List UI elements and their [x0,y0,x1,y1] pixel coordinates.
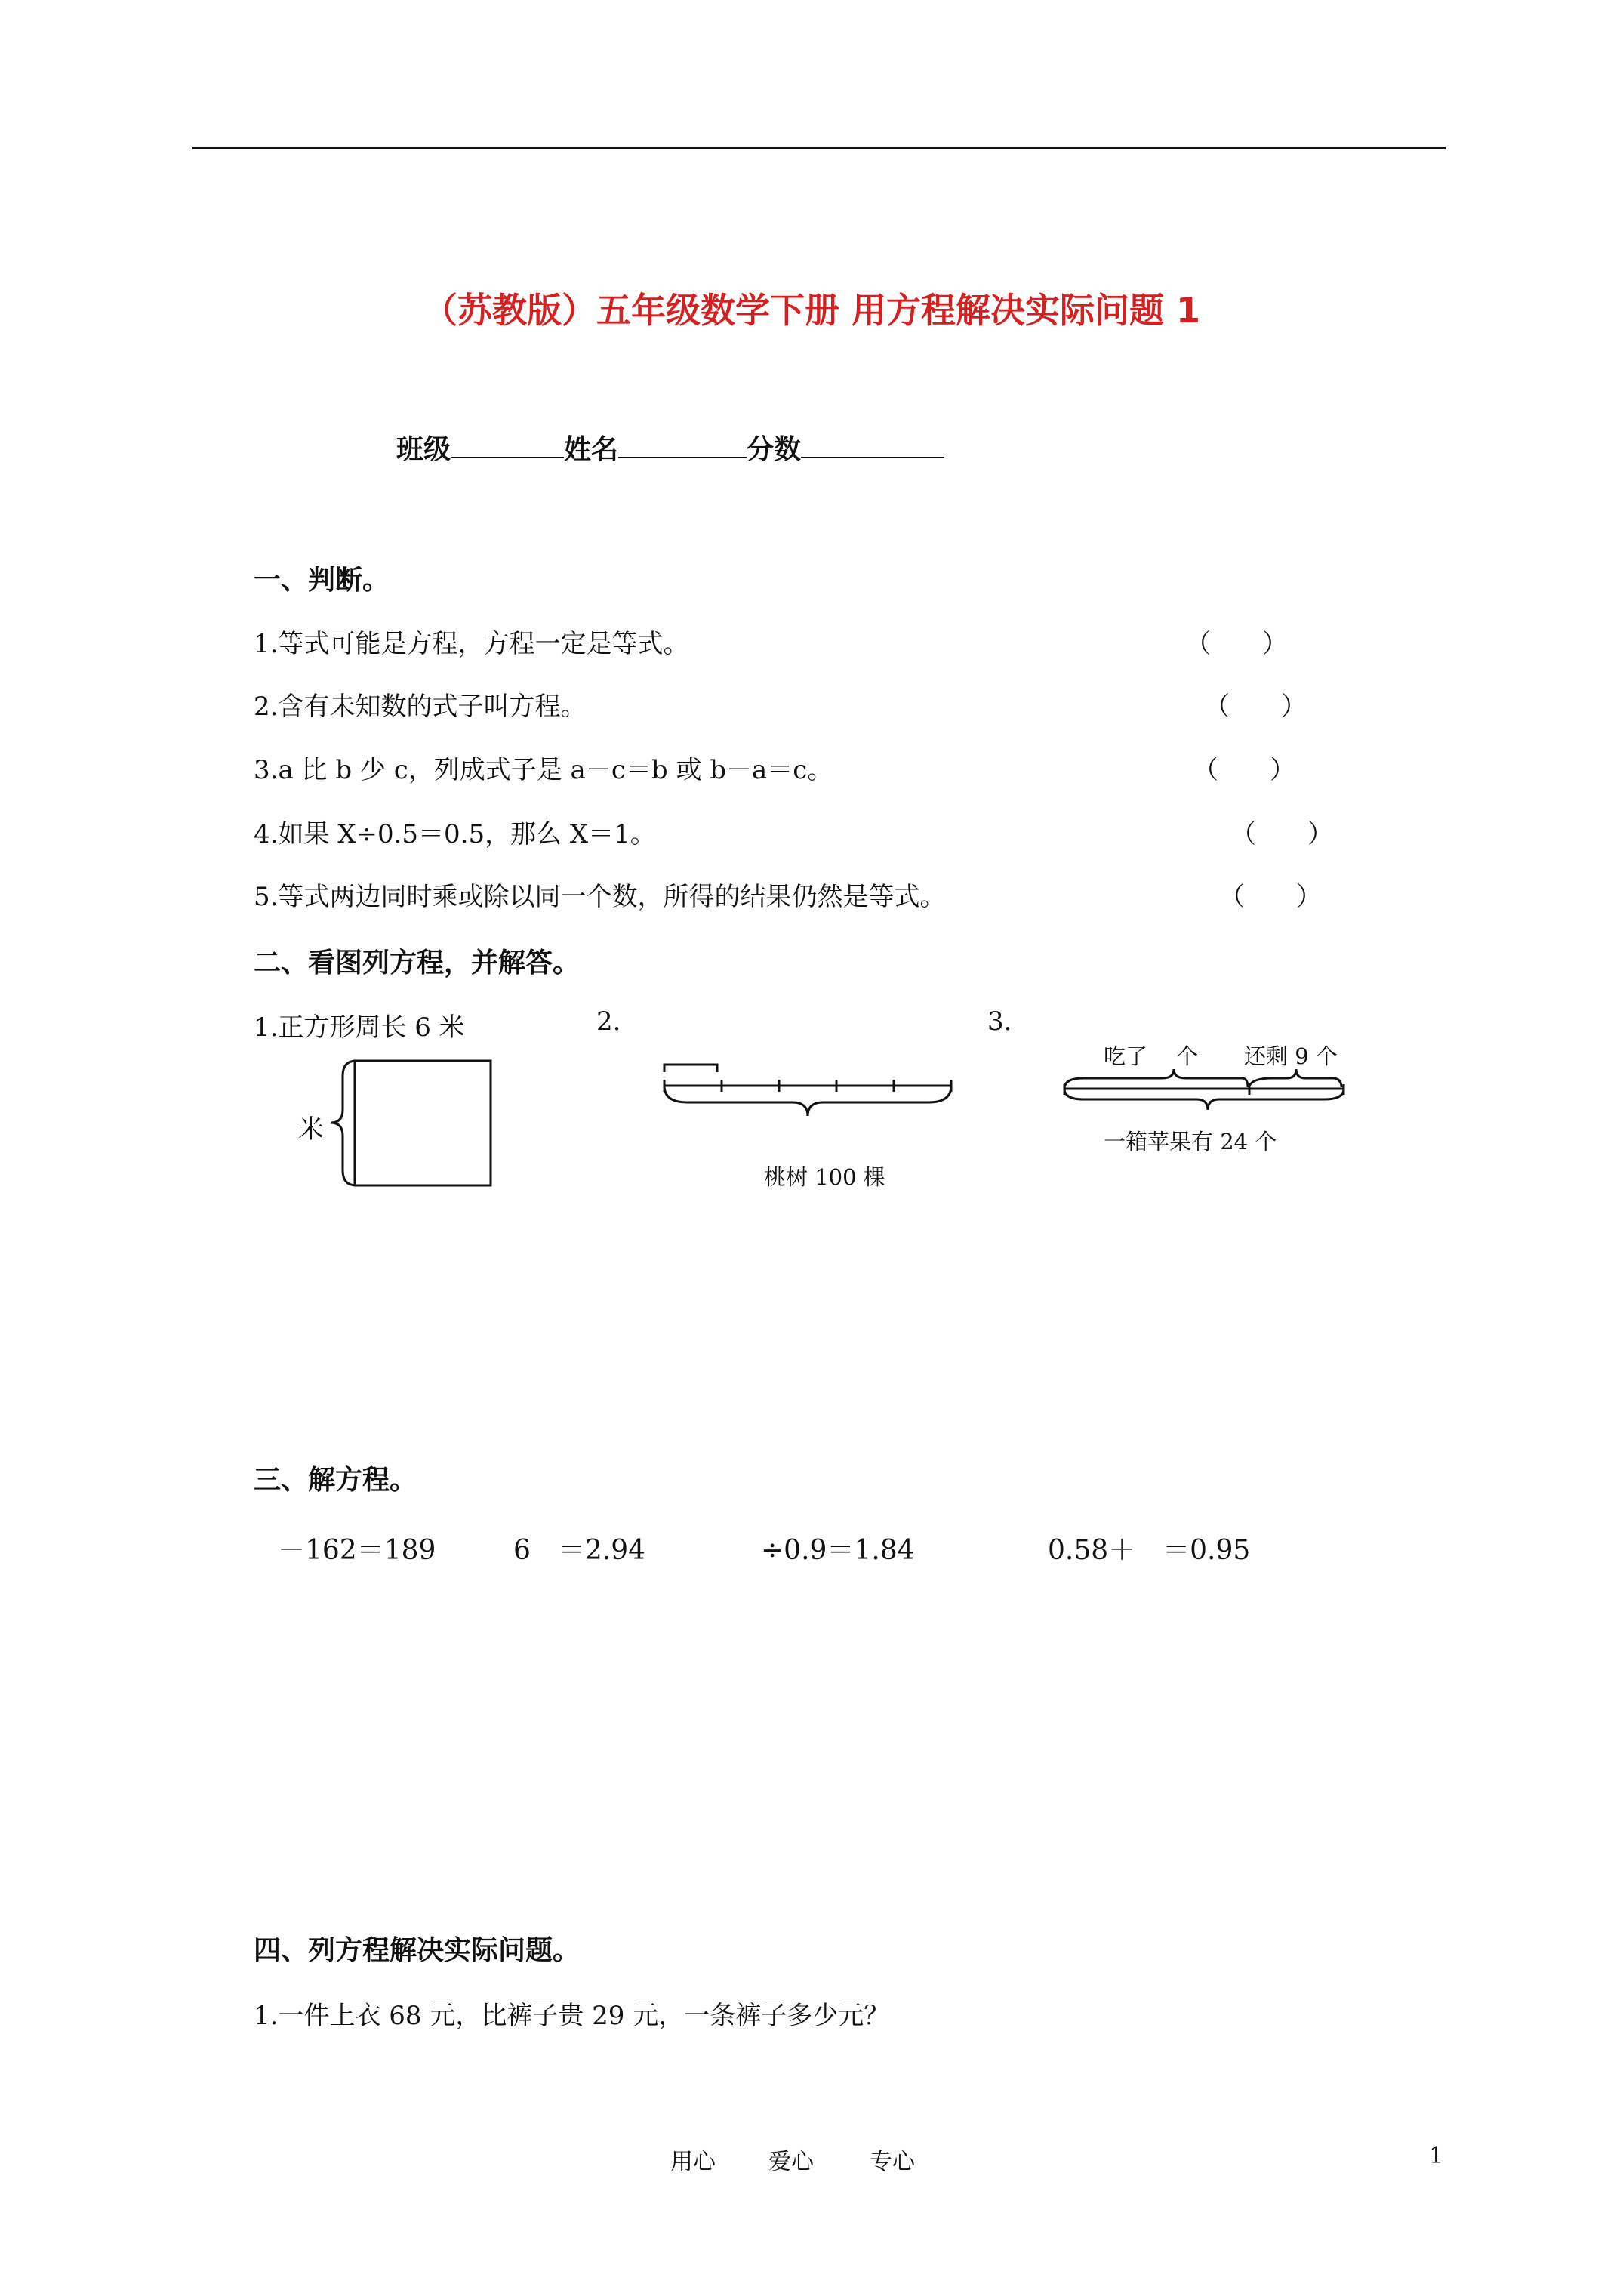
total-brace [664,1086,951,1116]
judge-item-2: 2.含有未知数的式子叫方程。 [254,692,587,722]
peach-tree-diagram [657,1042,966,1133]
judge-answer-5[interactable]: （ ） [1219,882,1322,912]
fig2-bottom-label: 桃树 100 棵 [764,1164,885,1190]
section4-heading: 四、列方程解决实际问题。 [254,1935,581,1966]
section1-heading: 一、判断。 [254,565,390,596]
judge-answer-3[interactable]: （ ） [1193,755,1295,785]
score-label: 分数 [747,434,802,465]
footer-left: 用心 [670,2149,716,2175]
footer-middle: 爱心 [768,2149,814,2175]
unit-segment [664,1065,717,1072]
footer-right: 专心 [870,2149,915,2175]
equation-2: 6 ＝2.94 [513,1535,646,1566]
judge-item-4: 4.如果 X÷0.5＝0.5，那么 X＝1。 [254,819,656,849]
class-blank[interactable] [451,431,564,458]
name-label: 姓名 [564,434,619,465]
judge-item-1: 1.等式可能是方程，方程一定是等式。 [254,629,689,659]
student-info-row [396,428,944,467]
eaten-brace [1064,1069,1248,1089]
word-problem-1: 1.一件上衣 68 元，比裤子贵 29 元，一条裤子多少元？ [254,2001,890,2031]
apple-total-brace [1064,1089,1344,1110]
header-rule [192,147,1446,149]
equation-1: －162＝189 [278,1535,436,1566]
fig2-label: 2. [596,1006,621,1037]
judge-answer-4[interactable]: （ ） [1230,819,1333,849]
fig3-total-label: 一箱苹果有 24 个 [1104,1129,1277,1154]
apple-box-diagram [1061,1065,1355,1117]
square-side-brace [331,1061,356,1185]
square-figure [294,1053,506,1197]
fig1-label: 1.正方形周长 6 米 [254,1012,465,1043]
page-title: （苏教版）五年级数学下册 用方程解决实际问题 1 [422,290,1201,331]
square-shape [355,1061,491,1185]
fig3-left-label: 还剩 9 个 [1244,1043,1338,1069]
class-label: 班级 [396,434,451,465]
judge-answer-2[interactable]: （ ） [1204,692,1307,722]
fig1-side-label: 米 [298,1114,324,1145]
fig3-label: 3. [987,1006,1012,1037]
name-blank[interactable] [618,431,747,458]
judge-item-5: 5.等式两边同时乘或除以同一个数，所得的结果仍然是等式。 [254,882,946,912]
section2-heading: 二、看图列方程，并解答。 [254,948,581,978]
remaining-brace [1249,1069,1341,1087]
equation-4: 0.58＋ ＝0.95 [1048,1535,1251,1566]
fig3-eaten-label: 吃了 个 [1104,1043,1199,1069]
section3-heading: 三、解方程。 [254,1465,417,1496]
score-blank[interactable] [801,431,944,458]
judge-answer-1[interactable]: （ ） [1185,629,1288,659]
judge-item-3: 3.a 比 b 少 c，列成式子是 a－c＝b 或 b－a＝c。 [254,755,833,785]
equation-3: ÷0.9＝1.84 [761,1535,915,1566]
page-number: 1 [1429,2143,1444,2169]
